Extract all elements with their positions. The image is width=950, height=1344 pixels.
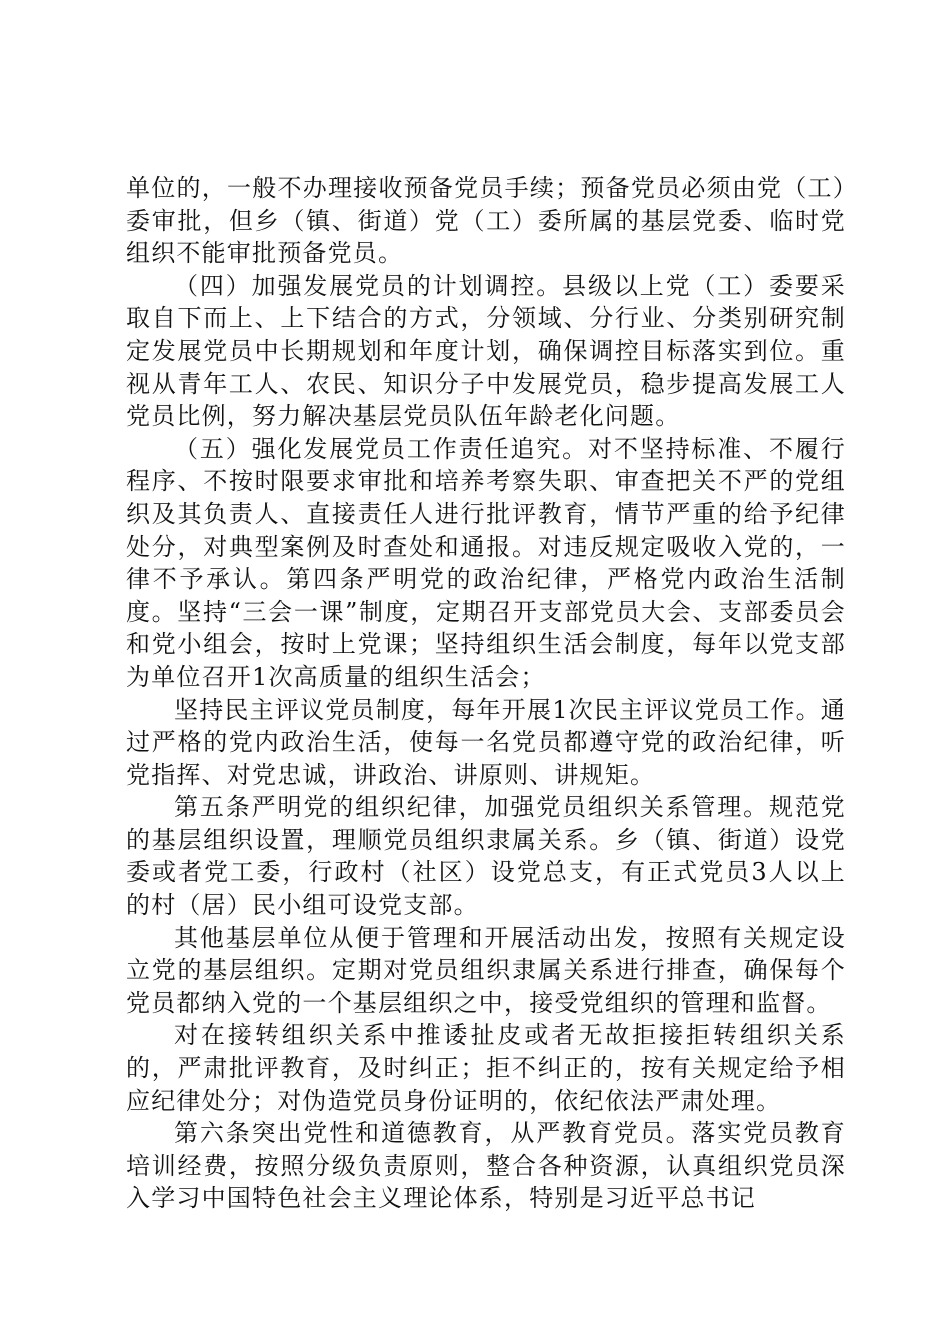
paragraph: 第六条突出党性和道德教育，从严教育党员。落实党员教育培训经费，按照分级负责原则，整合各种资源，认真组织党员深入学习中国特色社会主义理论体系，特别是习近平总书记: [126, 1119, 846, 1213]
paragraph: 其他基层单位从便于管理和开展活动出发，按照有关规定设立党的基层组织。定期对党员组织隶属关系进行排查，确保每个党员都纳入党的一个基层组织之中，接受党组织的管理和监督。: [126, 923, 846, 1017]
paragraph: （五）强化发展党员工作责任追究。对不坚持标准、不履行程序、不按时限要求审批和培养考察失职、审查把关不严的党组织及其负责人、直接责任人进行批评教育，情节严重的给予纪律处分，对典型案例及时查处和通报。对违反规定吸收入党的，一律不予承认。第四条严明党的政治纪律，严格党内政治生活制度。坚持“三会一课”制度，定期召开支部党员大会、支部委员会和党小组会，按时上党课；坚持组织生活会制度，每年以党支部为单位召开1次高质量的组织生活会；: [126, 434, 846, 691]
document-body: [126, 172, 846, 1215]
paragraph: （四）加强发展党员的计划调控。县级以上党（工）委要采取自下而上、上下结合的方式，分领域、分行业、分类别研究制定发展党员中长期规划和年度计划，确保调控目标落实到位。重视从青年工人、农民、知识分子中发展党员，稳步提高发展工人党员比例，努力解决基层党员队伍年龄老化问题。: [126, 271, 846, 431]
paragraph: 第五条严明党的组织纪律，加强党员组织关系管理。规范党的基层组织设置，理顺党员组织隶属关系。乡（镇、街道）设党委或者党工委，行政村（社区）设党总支，有正式党员3人以上的村（居）民小组可设党支部。: [126, 793, 846, 920]
paragraph: 单位的，一般不办理接收预备党员手续；预备党员必须由党（工）委审批，但乡（镇、街道）党（工）委所属的基层党委、临时党组织不能审批预备党员。: [126, 174, 846, 268]
paragraph: 对在接转组织关系中推诿扯皮或者无故拒接拒转组织关系的，严肃批评教育，及时纠正；拒不纠正的，按有关规定给予相应纪律处分；对伪造党员身份证明的，依纪依法严肃处理。: [126, 1021, 846, 1115]
paragraph: 坚持民主评议党员制度，每年开展1次民主评议党员工作。通过严格的党内政治生活，使每一名党员都遵守党的政治纪律，听党指挥、对党忠诚，讲政治、讲原则、讲规矩。: [126, 695, 846, 789]
